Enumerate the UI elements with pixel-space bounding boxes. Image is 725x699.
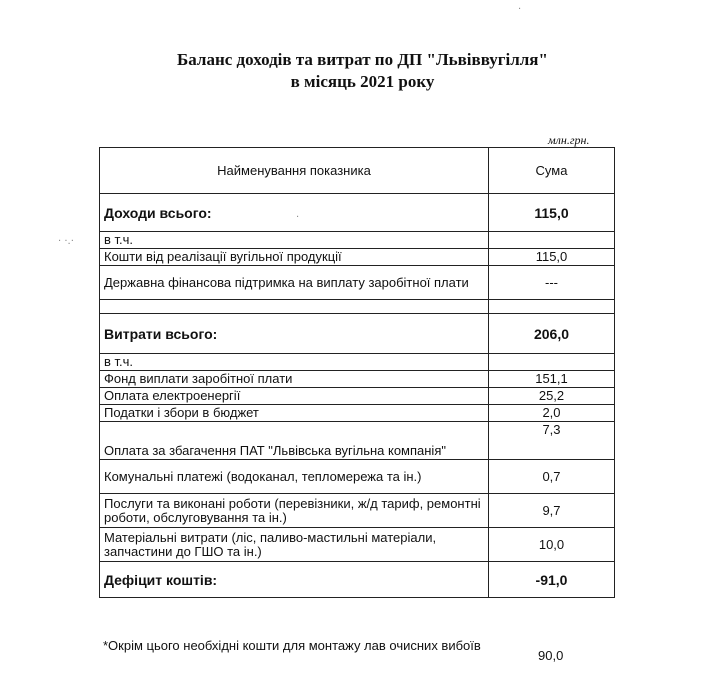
row-value	[489, 232, 615, 249]
table-row	[100, 528, 615, 562]
table-row	[100, 354, 615, 371]
row-name: в т.ч.	[100, 354, 489, 371]
row-value: 2,0	[489, 405, 615, 422]
row-name: Дефіцит коштів:	[100, 562, 489, 598]
row-value: 25,2	[489, 388, 615, 405]
scan-speck: ·	[518, 4, 522, 15]
row-value: -91,0	[489, 562, 615, 598]
row-value: 151,1	[489, 371, 615, 388]
table-row	[100, 314, 615, 354]
row-name: Фонд виплати заробітної плати	[100, 371, 489, 388]
scan-speck: ·	[296, 212, 300, 223]
table-row	[100, 460, 615, 494]
header-name-cell: Найменування показника	[100, 148, 489, 194]
balance-table	[99, 147, 615, 598]
row-name: Матеріальні витрати (ліс, паливо-мастильні матеріали, запчастини до ГШО та ін.)	[100, 528, 489, 562]
row-name: Кошти від реалізації вугільної продукції	[100, 249, 489, 266]
units-label: млн.грн.	[548, 133, 590, 147]
table-row	[100, 371, 615, 388]
row-value: 115,0	[489, 194, 615, 232]
row-value: ---	[489, 266, 615, 300]
table-row	[100, 300, 615, 314]
row-name: Оплата електроенергії	[100, 388, 489, 405]
footnote-value: 90,0	[538, 648, 564, 663]
footnote-text: *Окрім цього необхідні кошти для монтажу лав очисних вибоїв	[103, 638, 481, 653]
row-value: 9,7	[489, 494, 615, 528]
table-row	[100, 266, 615, 300]
row-value: 0,7	[489, 460, 615, 494]
table-row	[100, 405, 615, 422]
row-value	[489, 300, 615, 314]
row-name: Оплата за збагачення ПАТ "Львівська вугільна компанія"	[100, 422, 489, 460]
table-row	[100, 422, 615, 460]
table-row	[100, 194, 615, 232]
row-value: 7,3	[489, 422, 615, 460]
table-row	[100, 494, 615, 528]
row-name: Податки і збори в бюджет	[100, 405, 489, 422]
row-name: Державна фінансова підтримка на виплату заробітної плати	[100, 266, 489, 300]
row-value: 115,0	[489, 249, 615, 266]
row-name: Послуги та виконані роботи (перевізники, ж/д тариф, ремонтні роботи, обслуговування та ін.)	[100, 494, 489, 528]
document-title-line-1: Баланс доходів та витрат по ДП "Львіввугілля"	[177, 50, 548, 69]
row-name: Доходи всього:	[100, 194, 489, 232]
header-value-cell: Сума	[489, 148, 615, 194]
table-row	[100, 232, 615, 249]
table-row	[100, 249, 615, 266]
row-name: в т.ч.	[100, 232, 489, 249]
table-row	[100, 388, 615, 405]
row-name: Витрати всього:	[100, 314, 489, 354]
table-header-row	[100, 148, 615, 194]
row-name: Комунальні платежі (водоканал, тепломережа та ін.)	[100, 460, 489, 494]
document-title-line-2: в місяць 2021 року	[290, 72, 435, 91]
row-value	[489, 354, 615, 371]
scan-speck: · ·.·	[58, 236, 74, 247]
table-row	[100, 562, 615, 598]
row-value: 10,0	[489, 528, 615, 562]
row-value: 206,0	[489, 314, 615, 354]
row-name	[100, 300, 489, 314]
